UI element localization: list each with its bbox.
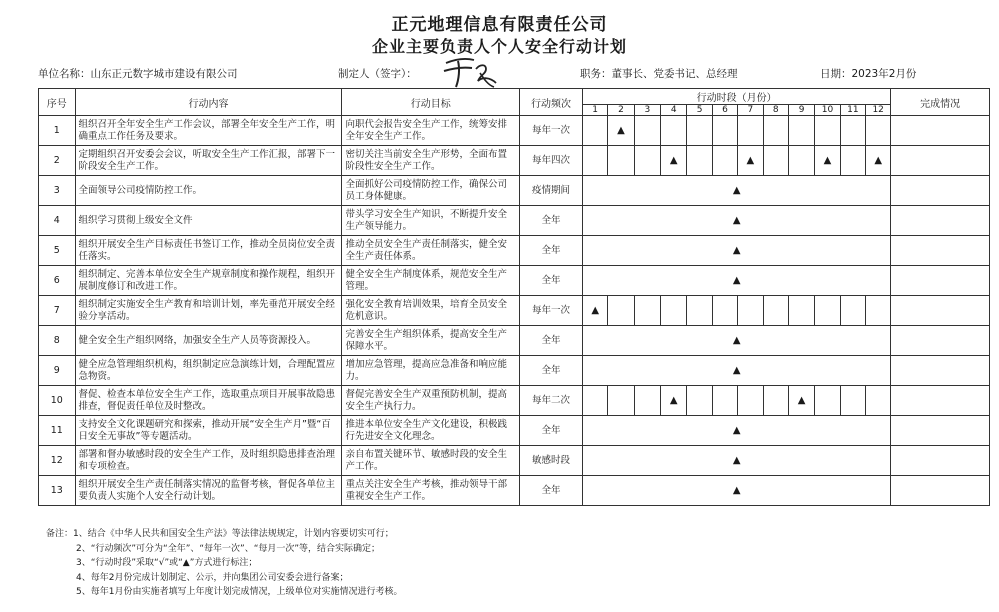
triangle-mark-icon: ▲ [732,454,741,466]
table-row [39,146,990,176]
month-cell [687,146,712,176]
month-header: 1 [582,105,607,116]
triangle-mark-icon: ▲ [874,154,883,166]
table-row [39,356,990,386]
note-item: 5、每年1月份由实施者填写上年度计划完成情况，上级单位对实施情况进行考核。 [76,587,403,597]
month-cell [840,296,865,326]
month-cell [840,146,865,176]
month-header: 8 [763,105,788,116]
note-item: 3、“行动时段”采取“√”或“▲”方式进行标注； [76,558,258,568]
row-seq: 6 [39,266,76,296]
month-header: 4 [661,105,687,116]
row-status [891,146,990,176]
month-cell [738,146,763,176]
row-frequency: 全年 [520,326,583,356]
triangle-mark-icon: ▲ [591,304,600,316]
row-frequency: 全年 [520,206,583,236]
month-header: 3 [634,105,660,116]
row-goal: 亲自布置关键环节、敏感时段的安全生产工作。 [342,446,520,476]
notes [46,527,402,600]
handwritten-signature [440,55,502,89]
month-cell [738,386,763,416]
row-status [891,386,990,416]
row-status [891,446,990,476]
month-cell [608,116,634,146]
row-status [891,206,990,236]
month-span-cell [582,416,890,446]
table-row [39,416,990,446]
row-seq: 7 [39,296,76,326]
row-content: 健全安全生产组织网络，加强安全生产人员等资源投入。 [75,326,342,356]
month-cell [582,146,607,176]
row-goal: 重点关注安全生产考核，推动领导干部重视安全生产工作。 [342,476,520,506]
month-header: 6 [712,105,737,116]
row-goal: 全面抓好公司疫情防控工作，确保公司员工身体健康。 [342,176,520,206]
month-cell [815,296,840,326]
month-header: 2 [608,105,634,116]
date-label: 日期： [820,68,852,80]
month-cell [634,146,660,176]
table-row [39,386,990,416]
triangle-mark-icon: ▲ [732,244,741,256]
row-frequency: 全年 [520,476,583,506]
row-status [891,326,990,356]
row-frequency: 每年四次 [520,146,583,176]
month-span-cell [582,476,890,506]
position-field [580,66,738,81]
row-seq: 13 [39,476,76,506]
row-content: 组织召开全年安全生产工作会议，部署全年安全生产工作，明确重点工作任务及要求。 [75,116,342,146]
month-cell [687,386,712,416]
month-header: 5 [687,105,712,116]
month-header: 10 [815,105,840,116]
month-cell [712,386,737,416]
month-cell [840,116,865,146]
row-content: 督促、检查本单位安全生产工作，选取重点项目开展事故隐患排查，督促责任单位及时整改。 [75,386,342,416]
row-seq: 5 [39,236,76,266]
month-cell [687,296,712,326]
unit-value: 山东正元数字城市建设有限公司 [90,68,238,80]
row-frequency: 全年 [520,266,583,296]
month-header: 7 [738,105,763,116]
row-content: 组织开展安全生产目标责任书签订工作，推动全员岗位安全责任落实。 [75,236,342,266]
month-cell [687,116,712,146]
triangle-mark-icon: ▲ [669,394,678,406]
header-seq: 序号 [39,89,76,116]
triangle-mark-icon: ▲ [732,484,741,496]
month-cell [582,386,607,416]
unit-label: 单位名称： [38,68,91,80]
triangle-mark-icon: ▲ [732,214,741,226]
table-row [39,236,990,266]
month-cell [608,386,634,416]
row-content: 定期组织召开安委会会议，听取安全生产工作汇报，部署下一阶段安全生产工作。 [75,146,342,176]
row-status [891,266,990,296]
row-seq: 2 [39,146,76,176]
month-cell [866,386,891,416]
month-cell [712,116,737,146]
month-cell [840,386,865,416]
month-cell [608,296,634,326]
header-goal: 行动目标 [342,89,520,116]
triangle-mark-icon: ▲ [797,394,806,406]
month-cell [815,146,840,176]
month-cell [763,386,788,416]
row-goal: 增加应急管理，提高应急准备和响应能力。 [342,356,520,386]
position-value: 董事长、党委书记、总经理 [611,68,738,80]
row-frequency: 每年一次 [520,116,583,146]
month-cell [661,146,687,176]
unit-field [38,66,238,81]
month-header: 12 [866,105,891,116]
row-seq: 3 [39,176,76,206]
month-cell [866,146,891,176]
triangle-mark-icon: ▲ [617,124,625,136]
table-row [39,326,990,356]
position-label: 职务： [580,68,612,80]
month-cell [788,146,814,176]
row-status [891,416,990,446]
row-frequency: 敏感时段 [520,446,583,476]
row-content: 支持安全文化课题研究和探索，推动开展“安全生产月”暨“百日安全无事故”等专题活动。 [75,416,342,446]
table-row [39,266,990,296]
month-span-cell [582,206,890,236]
date-value: 2023年2月份 [851,68,917,80]
row-seq: 1 [39,116,76,146]
month-span-cell [582,266,890,296]
row-content: 组织学习贯彻上级安全文件 [75,206,342,236]
header-period: 行动时段（月份） [582,89,890,105]
month-cell [788,386,814,416]
row-frequency: 每年一次 [520,296,583,326]
month-cell [712,146,737,176]
month-cell [661,116,687,146]
month-span-cell [582,446,890,476]
triangle-mark-icon: ▲ [746,154,755,166]
header-status: 完成情况 [891,89,990,116]
triangle-mark-icon: ▲ [669,154,678,166]
row-seq: 10 [39,386,76,416]
month-cell [763,146,788,176]
row-goal: 健全安全生产制度体系，规范安全生产管理。 [342,266,520,296]
table-row [39,446,990,476]
month-cell [661,296,687,326]
row-content: 组织开展安全生产责任制落实情况的监督考核，督促各单位主要负责人实施个人安全行动计划。 [75,476,342,506]
month-cell [815,386,840,416]
row-status [891,296,990,326]
row-goal: 督促完善安全生产双重预防机制，提高安全生产执行力。 [342,386,520,416]
month-span-cell [582,356,890,386]
month-cell [738,296,763,326]
row-seq: 9 [39,356,76,386]
month-cell [788,296,814,326]
row-goal: 推进本单位安全生产文化建设，积极践行先进安全文化理念。 [342,416,520,446]
maker-label: 制定人（签字）： [338,68,417,80]
row-frequency: 全年 [520,416,583,446]
month-cell [712,296,737,326]
triangle-mark-icon: ▲ [823,154,832,166]
month-cell [608,146,634,176]
row-status [891,116,990,146]
date-field [820,66,916,81]
row-goal: 带头学习安全生产知识，不断提升安全生产领导能力。 [342,206,520,236]
month-cell [634,296,660,326]
month-cell [582,296,607,326]
table-row [39,296,990,326]
header-frequency: 行动频次 [520,89,583,116]
month-cell [788,116,814,146]
triangle-mark-icon: ▲ [732,184,741,196]
row-frequency: 全年 [520,356,583,386]
table-row [39,116,990,146]
month-cell [763,296,788,326]
row-status [891,176,990,206]
month-cell [738,116,763,146]
row-goal: 完善安全生产组织体系，提高安全生产保障水平。 [342,326,520,356]
table-row [39,476,990,506]
row-seq: 8 [39,326,76,356]
company-title: 正元地理信息有限责任公司 [391,15,608,35]
month-cell [634,386,660,416]
month-cell [866,296,891,326]
row-content: 组织制定实施安全生产教育和培训计划，率先垂范开展安全经验分享活动。 [75,296,342,326]
table-row [39,176,990,206]
note-item: 2、“行动频次”可分为“全年”、“每年一次”、“每月一次”等，结合实际确定； [76,543,381,554]
month-span-cell [582,236,890,266]
row-content: 部署和督办敏感时段的安全生产工作，及时组织隐患排查治理和专项检查。 [75,446,342,476]
notes-label: 备注： [46,529,74,539]
row-status [891,356,990,386]
month-header: 9 [788,105,814,116]
triangle-mark-icon: ▲ [732,364,741,376]
note-item: 1、结合《中华人民共和国安全生产法》等法律法规规定，计划内容要切实可行； [73,529,394,539]
action-plan-table [38,88,990,506]
triangle-mark-icon: ▲ [732,334,741,346]
month-span-cell [582,176,890,206]
month-header: 11 [840,105,865,116]
table-row [39,206,990,236]
triangle-mark-icon: ▲ [732,424,741,436]
month-cell [634,116,660,146]
row-status [891,236,990,266]
triangle-mark-icon: ▲ [732,274,741,286]
header-content: 行动内容 [75,89,342,116]
row-content: 健全应急管理组织机构，组织制定应急演练计划，合理配置应急物资。 [75,356,342,386]
row-goal: 密切关注当前安全生产形势，全面布置阶段性安全生产工作。 [342,146,520,176]
month-cell [866,116,891,146]
row-content: 全面领导公司疫情防控工作。 [75,176,342,206]
note-item: 4、每年2月份完成计划制定、公示，并向集团公司安委会进行备案； [76,572,349,583]
month-cell [815,116,840,146]
row-frequency: 疫情期间 [520,176,583,206]
row-frequency: 全年 [520,236,583,266]
row-frequency: 每年二次 [520,386,583,416]
row-seq: 11 [39,416,76,446]
row-status [891,476,990,506]
month-cell [661,386,687,416]
month-cell [582,116,607,146]
row-seq: 4 [39,206,76,236]
month-cell [763,116,788,146]
row-goal: 向职代会报告安全生产工作，统筹安排全年安全生产工作。 [342,116,520,146]
row-content: 组织制定、完善本单位安全生产规章制度和操作规程，组织开展制度修订和改进工作。 [75,266,342,296]
row-goal: 推动全员安全生产责任制落实，健全安全生产责任体系。 [342,236,520,266]
month-span-cell [582,326,890,356]
document-title: 企业主要负责人个人安全行动计划 [371,37,627,56]
row-goal: 强化安全教育培训效果，培育全员安全危机意识。 [342,296,520,326]
row-seq: 12 [39,446,76,476]
